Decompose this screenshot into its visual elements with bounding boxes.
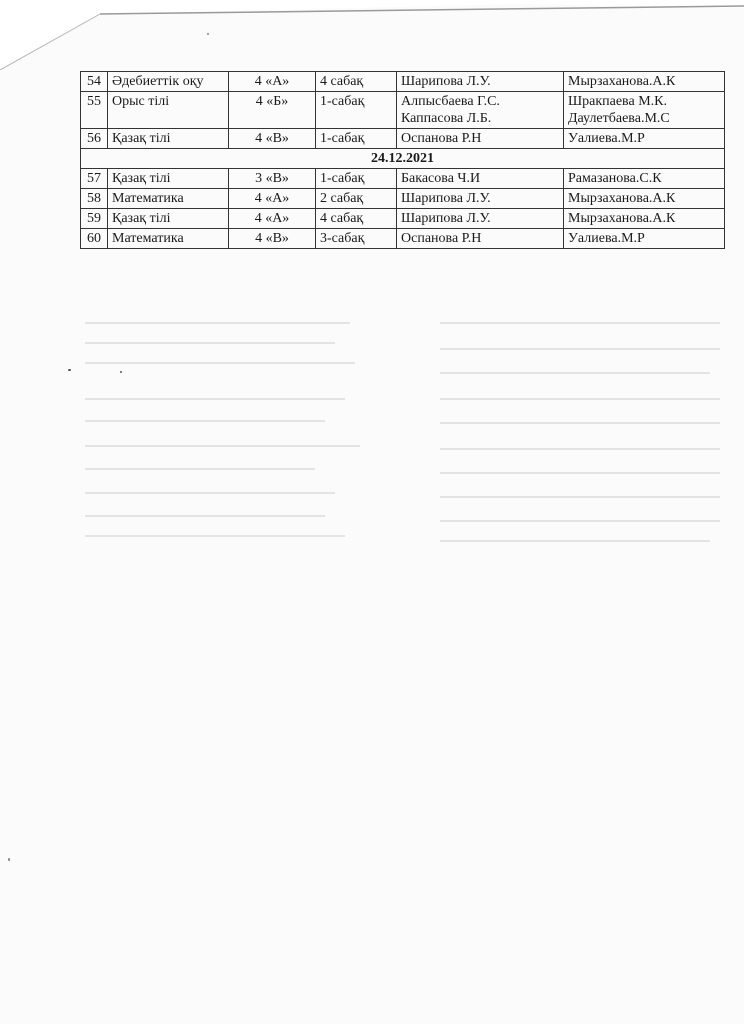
table-row (81, 129, 725, 149)
row-number: 59 (81, 209, 108, 229)
scan-speck (68, 369, 71, 371)
bleed-through-line (85, 492, 335, 494)
teacher-cell (397, 129, 564, 149)
date-heading: 24.12.2021 (81, 149, 725, 169)
row-number: 60 (81, 229, 108, 249)
table-row (81, 189, 725, 209)
teacher-name: Каппасова Л.Б. (401, 111, 492, 126)
lesson-cell: 2 сабақ (316, 189, 397, 209)
bleed-through-line (440, 448, 720, 450)
table-row (81, 72, 725, 92)
observer-name: Рамазанова.С.К (568, 171, 662, 186)
table-row (81, 169, 725, 189)
row-number: 57 (81, 169, 108, 189)
bleed-through-line (440, 472, 720, 474)
bleed-through-line (85, 342, 335, 344)
lesson-cell: 3-сабақ (316, 229, 397, 249)
lesson-observation-table (80, 71, 725, 249)
row-number: 55 (81, 92, 108, 129)
bleed-through-line (440, 322, 720, 324)
table-row (81, 209, 725, 229)
bleed-through-line (85, 535, 345, 537)
bleed-through-line (440, 422, 720, 424)
teacher-cell (397, 92, 564, 129)
date-separator-row (81, 149, 725, 169)
subject-cell: Қазақ тілі (108, 169, 229, 189)
bleed-through-line (85, 420, 325, 422)
teacher-name: Шарипова Л.У. (401, 211, 491, 226)
subject-cell: Орыс тілі (108, 92, 229, 129)
observer-cell (564, 72, 725, 92)
observer-name: Уалиева.М.Р (568, 131, 645, 146)
bleed-through-line (440, 520, 720, 522)
teacher-cell (397, 229, 564, 249)
lesson-cell: 1-сабақ (316, 169, 397, 189)
bleed-through-line (85, 515, 325, 517)
class-cell: 4 «А» (229, 189, 316, 209)
bleed-through-line (85, 445, 360, 447)
teacher-name: Шарипова Л.У. (401, 74, 491, 89)
observer-name: Даулетбаева.М.С (568, 111, 670, 126)
bleed-through-line (440, 398, 720, 400)
subject-cell: Қазақ тілі (108, 209, 229, 229)
row-number: 54 (81, 72, 108, 92)
class-cell: 4 «А» (229, 209, 316, 229)
observer-cell (564, 209, 725, 229)
observer-cell (564, 169, 725, 189)
observer-cell (564, 229, 725, 249)
bleed-through-line (85, 362, 355, 364)
lesson-cell: 4 сабақ (316, 72, 397, 92)
observer-cell (564, 189, 725, 209)
class-cell: 4 «А» (229, 72, 316, 92)
bleed-through-line (85, 468, 315, 470)
lesson-cell: 1-сабақ (316, 129, 397, 149)
scan-shadow-edge (0, 0, 744, 70)
teacher-name: Алпысбаева Г.С. (401, 94, 500, 109)
row-number: 58 (81, 189, 108, 209)
bleed-through-line (85, 322, 350, 324)
scan-speck (8, 858, 10, 861)
observer-name: Шракпаева М.К. (568, 94, 667, 109)
class-cell: 3 «В» (229, 169, 316, 189)
table-row (81, 92, 725, 129)
scan-speck (207, 33, 209, 35)
observer-name: Мырзаханова.А.К (568, 211, 676, 226)
teacher-cell (397, 72, 564, 92)
subject-cell: Қазақ тілі (108, 129, 229, 149)
observer-name: Мырзаханова.А.К (568, 191, 676, 206)
teacher-cell (397, 189, 564, 209)
lesson-cell: 1-сабақ (316, 92, 397, 129)
lesson-cell: 4 сабақ (316, 209, 397, 229)
subject-cell: Математика (108, 229, 229, 249)
bleed-through-line (85, 398, 345, 400)
bleed-through-line (440, 348, 720, 350)
teacher-name: Оспанова Р.Н (401, 231, 482, 246)
table-row (81, 229, 725, 249)
observer-name: Мырзаханова.А.К (568, 74, 676, 89)
class-cell: 4 «Б» (229, 92, 316, 129)
class-cell: 4 «В» (229, 129, 316, 149)
observer-name: Уалиева.М.Р (568, 231, 645, 246)
class-cell: 4 «В» (229, 229, 316, 249)
bleed-through-line (440, 496, 720, 498)
observer-cell (564, 92, 725, 129)
teacher-name: Шарипова Л.У. (401, 191, 491, 206)
row-number: 56 (81, 129, 108, 149)
subject-cell: Математика (108, 189, 229, 209)
observer-cell (564, 129, 725, 149)
scan-speck (120, 371, 122, 373)
teacher-name: Оспанова Р.Н (401, 131, 482, 146)
bleed-through-line (440, 540, 710, 542)
teacher-cell (397, 169, 564, 189)
bleed-through-line (440, 372, 710, 374)
teacher-name: Бакасова Ч.И (401, 171, 481, 186)
teacher-cell (397, 209, 564, 229)
subject-cell: Әдебиеттік оқу (108, 72, 229, 92)
